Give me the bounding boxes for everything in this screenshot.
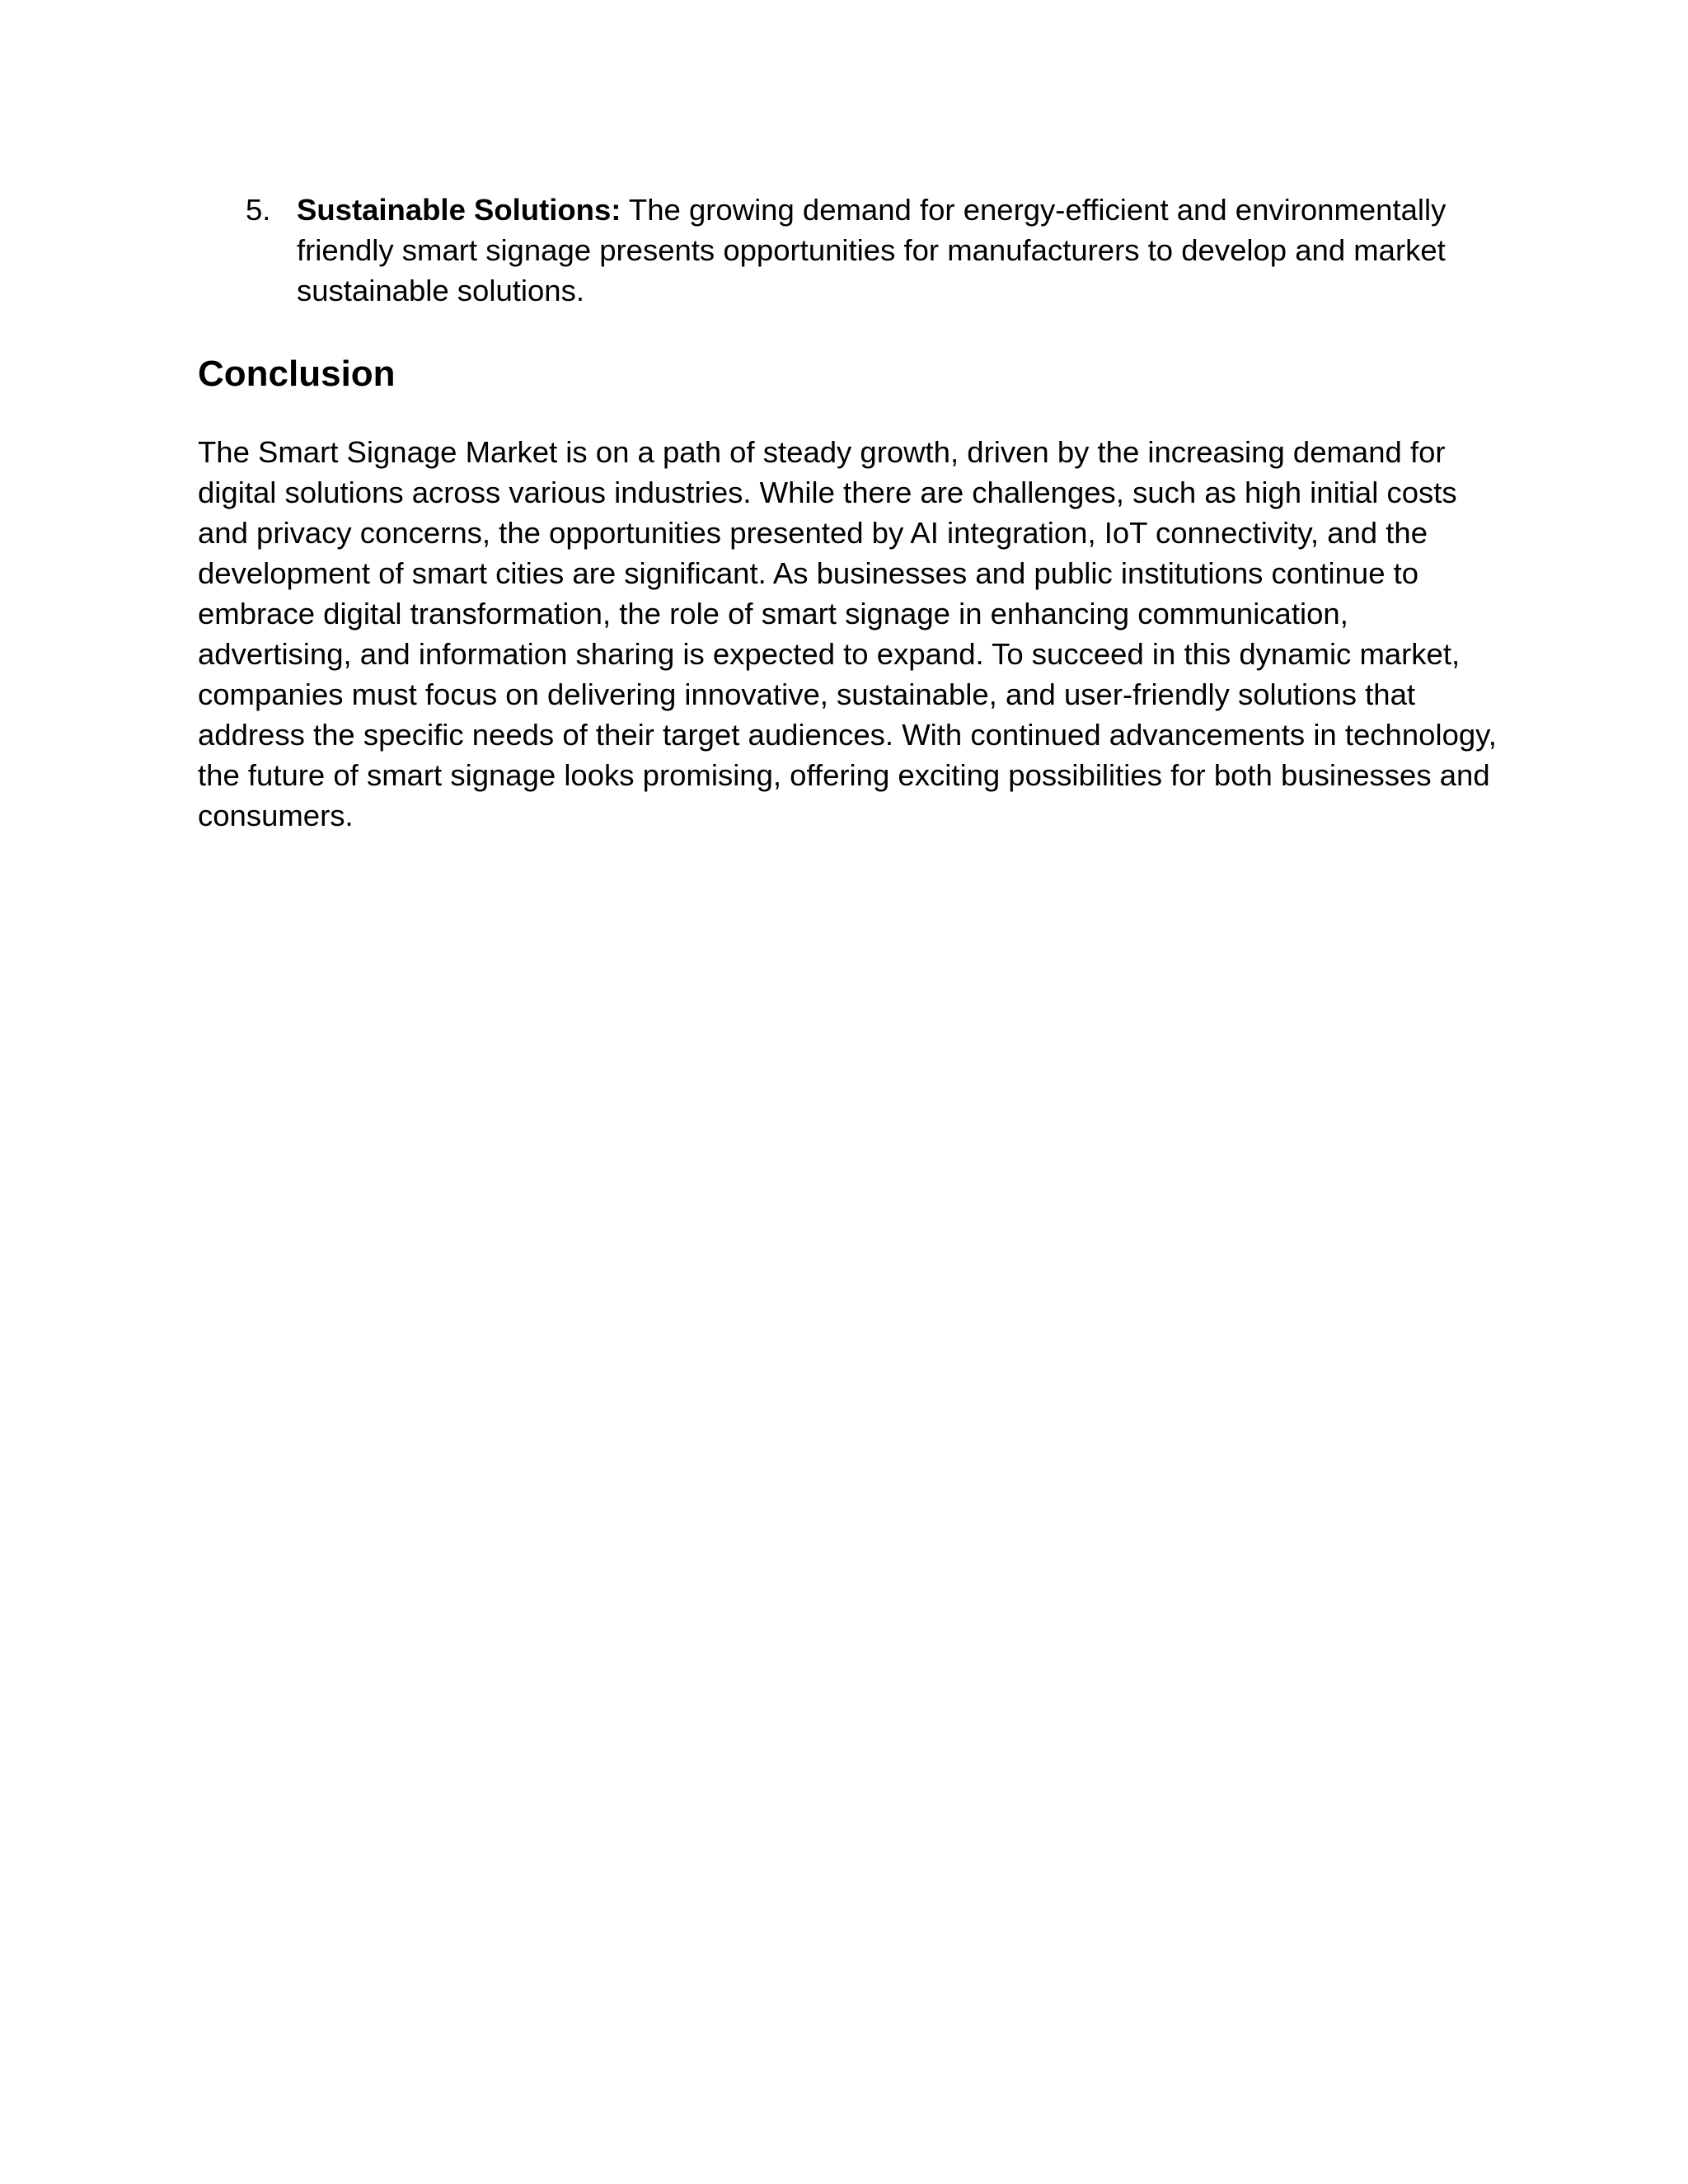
list-item-text: The growing demand for energy-efficient and environmentally friendly smart signage presents opportunities for manufacturers to develop and market sustainable solutions. [297,193,1447,307]
conclusion-heading: Conclusion [198,354,396,394]
list-item [198,190,1484,311]
conclusion-paragraph: The Smart Signage Market is on a path of steady growth, driven by the increasing demand for digital solutions across various industries. While there are challenges, such as high initial costs and privacy concerns, the opportunities presented by AI integration, IoT connectivity, and the development of smart cities are significant. As businesses and public institutions continue to embrace digital transformation, the role of smart signage in enhancing communication, advertising, and information sharing is expected to expand. To succeed in this dynamic market, companies must focus on delivering innovative, sustainable, and user-friendly solutions that address the specific needs of their target audiences. With continued advancements in technology, the future of smart signage looks promising, offering exciting possibilities for both businesses and consumers. [198,435,1497,832]
numbered-list [198,190,1484,311]
list-item-lead: Sustainable Solutions: [297,193,621,227]
list-item-number: 5. [246,193,271,227]
